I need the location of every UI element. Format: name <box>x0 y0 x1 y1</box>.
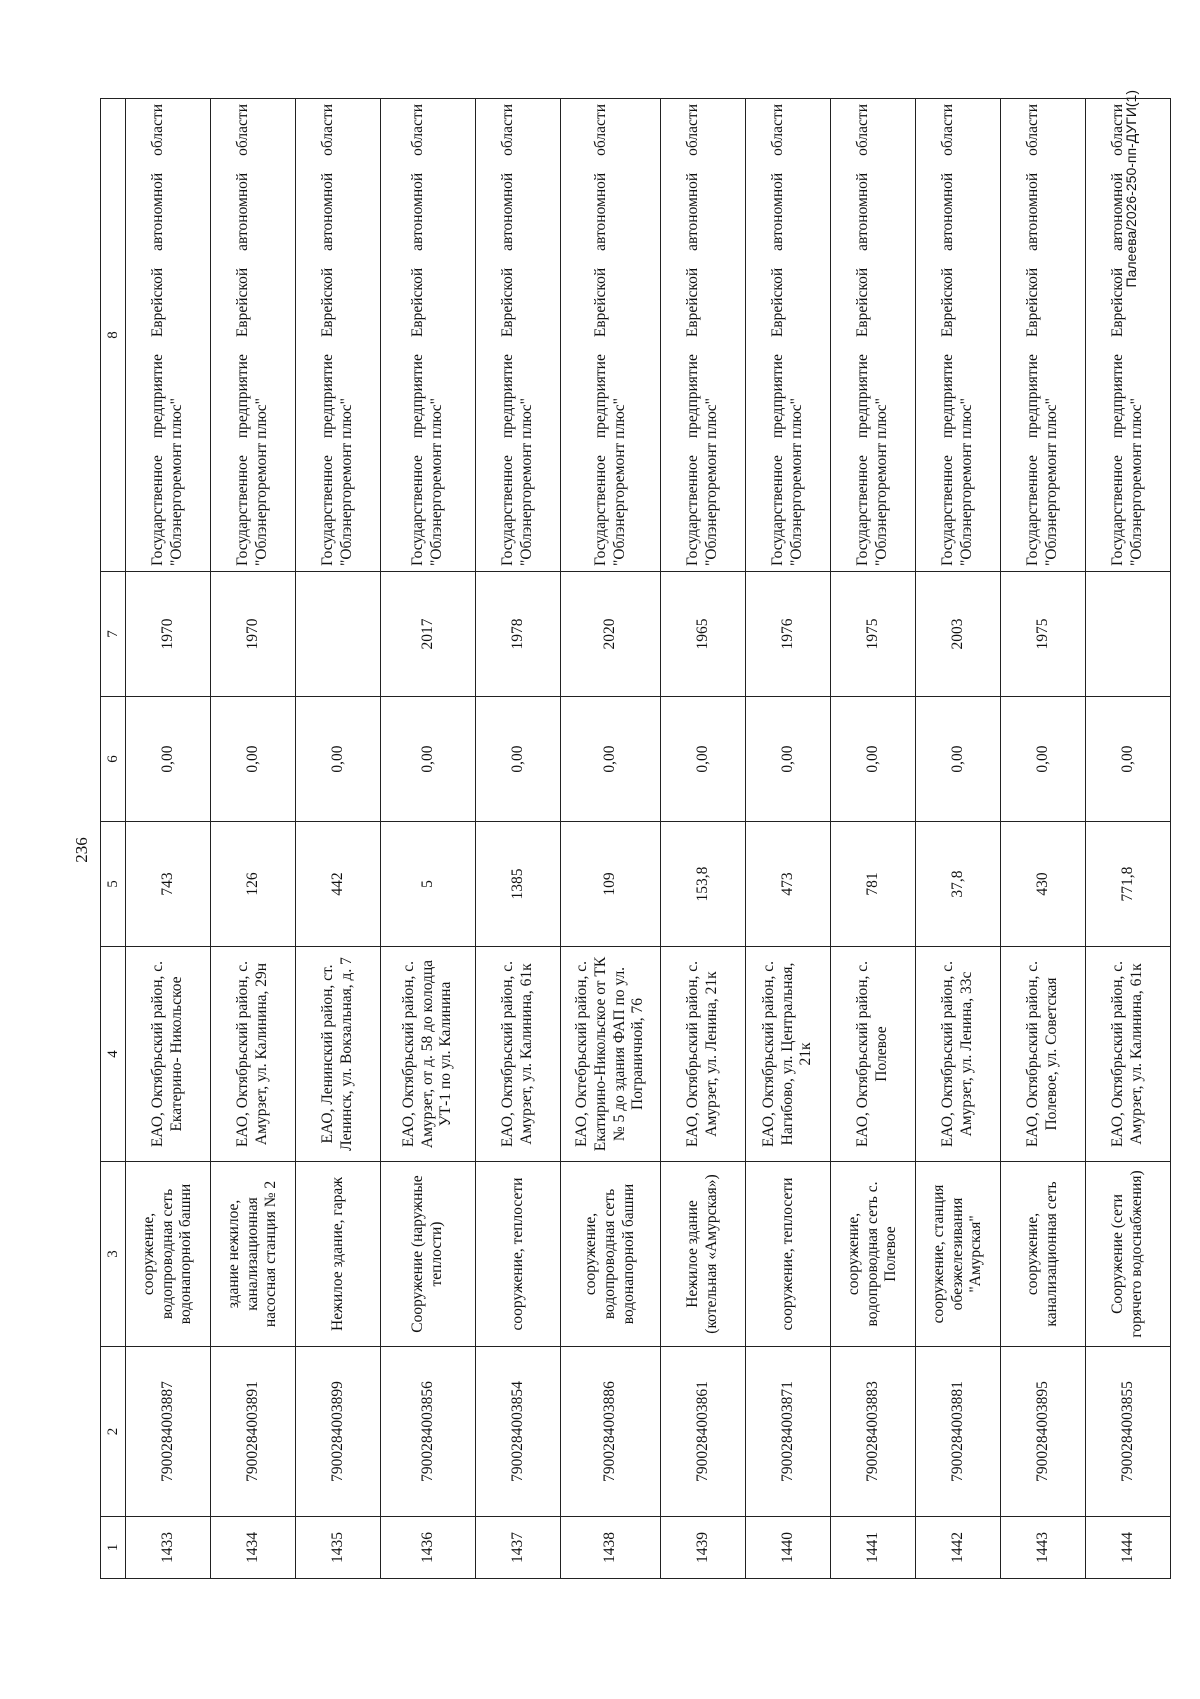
address-cell: ЕАО, Октябрьский район, с. Нагибово, ул. Центральная, 21к <box>746 947 831 1162</box>
cadastral-number-cell: 7900284003883 <box>831 1347 916 1517</box>
owner-cell: Государственное предприятие Еврейской автономной области "Облэнергоремонт плюс" <box>296 99 381 572</box>
owner-cell: Государственное предприятие Еврейской автономной области "Облэнергоремонт плюс" <box>661 99 746 572</box>
area-cell: 5 <box>381 822 476 947</box>
area-cell: 743 <box>126 822 211 947</box>
year-cell <box>1086 572 1171 697</box>
object-name-cell: Сооружение (сети горячего водоснабжения) <box>1086 1162 1171 1347</box>
column-number-header-row <box>101 99 126 1579</box>
row-number-cell: 1439 <box>661 1517 746 1579</box>
table-row <box>1001 99 1086 1579</box>
year-cell: 2020 <box>561 572 661 697</box>
owner-cell: Государственное предприятие Еврейской автономной области "Облэнергоремонт плюс" <box>831 99 916 572</box>
address-cell: ЕАО, Октябрьский район, с. Полевое, ул. Советская <box>1001 947 1086 1162</box>
owner-cell: Государственное предприятие Еврейской автономной области "Облэнергоремонт плюс" <box>746 99 831 572</box>
address-cell: ЕАО, Октябрьский район, с. Амурзет, ул. Ленина, 21к <box>661 947 746 1162</box>
object-name-cell: сооружение, станция обезжелезивания "Амурская" <box>916 1162 1001 1347</box>
address-cell: ЕАО, Октябрьский район, с. Екатерино- Никольское <box>126 947 211 1162</box>
area-cell: 37,8 <box>916 822 1001 947</box>
address-cell: ЕАО, Октебрьский район, с. Екатирино-Никольское от ТК № 5 до здания ФАП по ул. Пограничной, 76 <box>561 947 661 1162</box>
cadastral-number-cell: 7900284003881 <box>916 1347 1001 1517</box>
cadastral-number-cell: 7900284003856 <box>381 1347 476 1517</box>
year-cell: 1976 <box>746 572 831 697</box>
column-header: 8 <box>101 99 126 572</box>
property-register-table <box>100 98 1171 1579</box>
table-row <box>211 99 296 1579</box>
year-cell: 1975 <box>1001 572 1086 697</box>
value-cell: 0,00 <box>126 697 211 822</box>
cadastral-number-cell: 7900284003855 <box>1086 1347 1171 1517</box>
address-cell: ЕАО, Октябрьский район, с. Полевое <box>831 947 916 1162</box>
value-cell: 0,00 <box>476 697 561 822</box>
address-cell: ЕАО, Ленинский район, ст. Ленинск, ул. Вокзальная, д. 7 <box>296 947 381 1162</box>
year-cell: 2017 <box>381 572 476 697</box>
value-cell: 0,00 <box>916 697 1001 822</box>
address-cell: ЕАО, Октябрьский район, с. Амурзет, ул. Калинина, 61к <box>1086 947 1171 1162</box>
owner-cell: Государственное предприятие Еврейской автономной области "Облэнергоремонт плюс" <box>561 99 661 572</box>
row-number-cell: 1440 <box>746 1517 831 1579</box>
object-name-cell: Нежилое здание, гараж <box>296 1162 381 1347</box>
column-header: 7 <box>101 572 126 697</box>
cadastral-number-cell: 7900284003854 <box>476 1347 561 1517</box>
row-number-cell: 1443 <box>1001 1517 1086 1579</box>
year-cell <box>296 572 381 697</box>
column-header: 3 <box>101 1162 126 1347</box>
year-cell: 2003 <box>916 572 1001 697</box>
object-name-cell: сооружение, теплосети <box>746 1162 831 1347</box>
owner-cell: Государственное предприятие Еврейской автономной области "Облэнергоремонт плюс" <box>126 99 211 572</box>
address-cell: ЕАО, Октябрьский район, с. Амурзет, ул. Калинина, 61к <box>476 947 561 1162</box>
value-cell: 0,00 <box>1001 697 1086 822</box>
object-name-cell: сооружение, водопроводная сеть с. Полевое <box>831 1162 916 1347</box>
row-number-cell: 1437 <box>476 1517 561 1579</box>
address-cell: ЕАО, Октябрьский район, с. Амурзет, ул. Калинина, 29н <box>211 947 296 1162</box>
year-cell: 1970 <box>126 572 211 697</box>
row-number-cell: 1441 <box>831 1517 916 1579</box>
owner-cell: Государственное предприятие Еврейской автономной области "Облэнергоремонт плюс" <box>1001 99 1086 572</box>
value-cell: 0,00 <box>381 697 476 822</box>
cadastral-number-cell: 7900284003895 <box>1001 1347 1086 1517</box>
row-number-cell: 1434 <box>211 1517 296 1579</box>
row-number-cell: 1433 <box>126 1517 211 1579</box>
year-cell: 1978 <box>476 572 561 697</box>
cadastral-number-cell: 7900284003887 <box>126 1347 211 1517</box>
page-number: 236 <box>72 837 91 863</box>
area-cell: 1385 <box>476 822 561 947</box>
value-cell: 0,00 <box>1086 697 1171 822</box>
row-number-cell: 1435 <box>296 1517 381 1579</box>
footer-note: Палеева/2026-250-пп-ДУГИ(1) <box>1123 90 1139 288</box>
column-header: 6 <box>101 697 126 822</box>
value-cell: 0,00 <box>661 697 746 822</box>
area-cell: 153,8 <box>661 822 746 947</box>
year-cell: 1975 <box>831 572 916 697</box>
cadastral-number-cell: 7900284003861 <box>661 1347 746 1517</box>
row-number-cell: 1444 <box>1086 1517 1171 1579</box>
object-name-cell: здание нежилое, канализационная насосная станция № 2 <box>211 1162 296 1347</box>
table-row <box>561 99 661 1579</box>
value-cell: 0,00 <box>296 697 381 822</box>
table-row <box>831 99 916 1579</box>
table-row <box>381 99 476 1579</box>
row-number-cell: 1442 <box>916 1517 1001 1579</box>
document-page <box>100 85 1180 1585</box>
table-row <box>746 99 831 1579</box>
column-header: 4 <box>101 947 126 1162</box>
owner-cell: Государственное предприятие Еврейской автономной области "Облэнергоремонт плюс" <box>381 99 476 572</box>
area-cell: 473 <box>746 822 831 947</box>
area-cell: 126 <box>211 822 296 947</box>
area-cell: 781 <box>831 822 916 947</box>
object-name-cell: сооружение, водопроводная сеть водонапорной башни <box>126 1162 211 1347</box>
cadastral-number-cell: 7900284003886 <box>561 1347 661 1517</box>
row-number-cell: 1436 <box>381 1517 476 1579</box>
row-number-cell: 1438 <box>561 1517 661 1579</box>
owner-cell: Государственное предприятие Еврейской автономной области "Облэнергоремонт плюс" <box>1086 99 1171 572</box>
value-cell: 0,00 <box>831 697 916 822</box>
area-cell: 109 <box>561 822 661 947</box>
owner-cell: Государственное предприятие Еврейской автономной области "Облэнергоремонт плюс" <box>211 99 296 572</box>
column-header: 2 <box>101 1347 126 1517</box>
table-row <box>126 99 211 1579</box>
value-cell: 0,00 <box>561 697 661 822</box>
owner-cell: Государственное предприятие Еврейской автономной области "Облэнергоремонт плюс" <box>476 99 561 572</box>
column-header: 5 <box>101 822 126 947</box>
object-name-cell: сооружение, водопроводная сеть водонапорной башни <box>561 1162 661 1347</box>
cadastral-number-cell: 7900284003891 <box>211 1347 296 1517</box>
table-row <box>1086 99 1171 1579</box>
object-name-cell: сооружение, канализационная сеть <box>1001 1162 1086 1347</box>
area-cell: 430 <box>1001 822 1086 947</box>
table-row <box>296 99 381 1579</box>
cadastral-number-cell: 7900284003899 <box>296 1347 381 1517</box>
value-cell: 0,00 <box>746 697 831 822</box>
object-name-cell: Сооружение (наружные теплости) <box>381 1162 476 1347</box>
cadastral-number-cell: 7900284003871 <box>746 1347 831 1517</box>
value-cell: 0,00 <box>211 697 296 822</box>
year-cell: 1970 <box>211 572 296 697</box>
rotated-table-container <box>100 85 1180 1585</box>
column-header: 1 <box>101 1517 126 1579</box>
area-cell: 442 <box>296 822 381 947</box>
area-cell: 771,8 <box>1086 822 1171 947</box>
owner-cell: Государственное предприятие Еврейской автономной области "Облэнергоремонт плюс" <box>916 99 1001 572</box>
address-cell: ЕАО, Октябрьский район, с. Амурзет, ул. Ленина, 33с <box>916 947 1001 1162</box>
object-name-cell: сооружение, теплосети <box>476 1162 561 1347</box>
year-cell: 1965 <box>661 572 746 697</box>
table-row <box>916 99 1001 1579</box>
table-row <box>476 99 561 1579</box>
table-row <box>661 99 746 1579</box>
object-name-cell: Нежилое здание (котельная «Амурская») <box>661 1162 746 1347</box>
address-cell: ЕАО, Октябрьский район, с. Амурзет, от д. 58 до колодца УТ-1 по ул. Калинина <box>381 947 476 1162</box>
